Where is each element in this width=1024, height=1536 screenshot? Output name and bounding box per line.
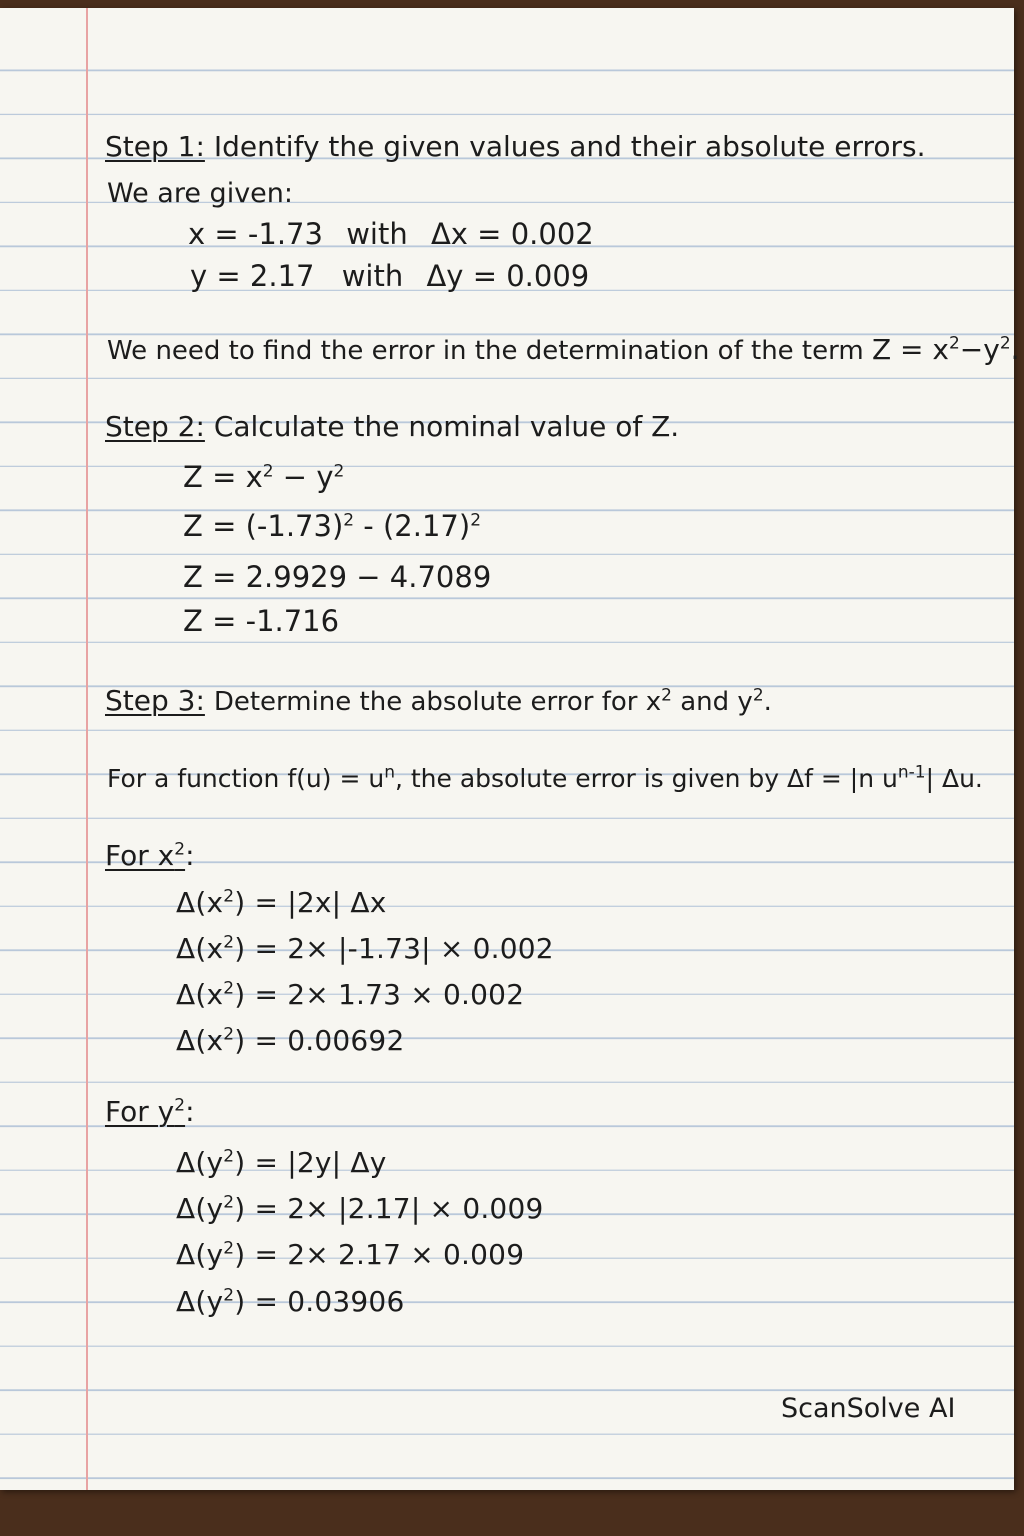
- y-line-2: $\Delta(y^2) = 2\times |2.17| \times 0.009$: [176, 1192, 544, 1225]
- given-y-line: y = 2.17 with Δy = 0.009: [190, 259, 590, 293]
- y-line-1: $\Delta(y^2) = |2y|$ Δy: [176, 1146, 387, 1179]
- step1-intro: We are given:: [107, 178, 293, 209]
- given-x-with: with: [346, 217, 408, 251]
- need-term: $Z = x^2-y^2$.: [871, 333, 1020, 366]
- given-y-err-value: 0.009: [506, 259, 590, 293]
- step2-label: Step 2:: [105, 410, 205, 443]
- given-y-var: y: [190, 259, 208, 293]
- step2-line2: $Z = (-1.73)^2 - (2.17)^2$: [183, 509, 482, 543]
- given-x-err-value: 0.002: [510, 217, 594, 251]
- y-line-3: $\Delta(y^2) = 2\times 2.17 \times 0.009$: [176, 1238, 525, 1271]
- y-line-4: $\Delta(y^2) = 0.03906$: [176, 1285, 405, 1318]
- step1-label: Step 1:: [105, 130, 205, 163]
- step2-line1: $Z = x^2 - y^2$: [183, 460, 345, 494]
- need-text: We need to find the error in the determination of the term: [107, 336, 864, 366]
- given-x-value: -1.73: [247, 217, 323, 251]
- for-y-heading: For $y^2$:: [105, 1095, 195, 1128]
- step2-line4: Z = -1.716: [183, 604, 340, 638]
- given-x-line: x = -1.73 with Δx = 0.002: [188, 217, 594, 251]
- x-line-3: $\Delta(x^2) = 2\times 1.73 \times 0.002$: [176, 978, 525, 1011]
- x-line-1: $\Delta(x^2) = |2x|$ Δx: [176, 886, 387, 919]
- notebook-page: [0, 8, 1020, 1490]
- step2-line3: Z = 2.9929 − 4.7089: [183, 560, 492, 594]
- error-formula: For a function $f(u) = u^n$, the absolute error is given by Δf = |n $u^{n-1}|$ Δu.: [107, 762, 983, 793]
- for-x-heading: For $x^2$:: [105, 839, 195, 872]
- margin-line: [86, 8, 88, 1490]
- need-statement: [107, 333, 1020, 368]
- given-y-err-symbol: Δy: [426, 259, 464, 293]
- step1-heading: [105, 130, 926, 164]
- x-line-4: $\Delta(x^2) = 0.00692$: [176, 1024, 405, 1057]
- given-x-var: x: [188, 217, 206, 251]
- given-y-value: 2.17: [249, 259, 315, 293]
- x-line-2: $\Delta(x^2) = 2\times |-1.73| \times 0.002$: [176, 932, 554, 965]
- given-x-err-symbol: Δx: [430, 217, 468, 251]
- step3-heading: [105, 684, 772, 719]
- scansolve-brand: ScanSolve AI: [781, 1393, 956, 1424]
- step2-heading: [105, 410, 679, 444]
- step3-title: Determine the absolute error for $x^2$ and $y^2$.: [213, 685, 772, 717]
- step1-title: Identify the given values and their absolute errors.: [213, 130, 926, 163]
- given-y-with: with: [341, 259, 404, 293]
- step3-label: Step 3:: [105, 684, 205, 717]
- step2-title: Calculate the nominal value of Z.: [213, 410, 680, 443]
